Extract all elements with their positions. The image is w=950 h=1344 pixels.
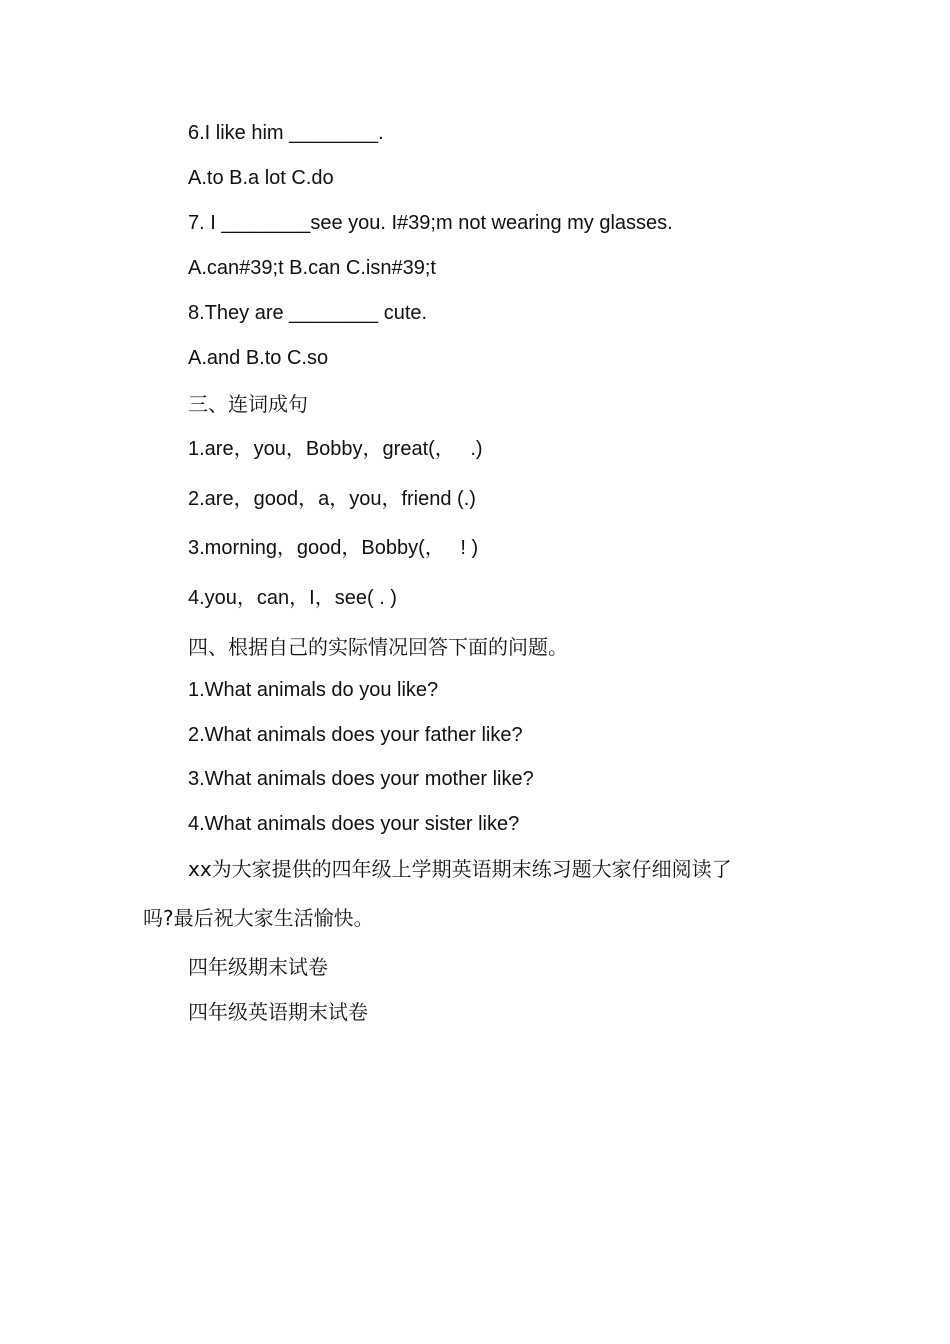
- sentence-item-3: 3.morning，good，Bobby(， ! ): [188, 537, 479, 559]
- question-7: 7. I ________see you. I#39;m not wearing my glasses.: [188, 212, 673, 234]
- question-6: 6.I like him ________.: [188, 122, 384, 144]
- sentence-item-4: 4.you，can，I，see( . ): [188, 587, 397, 609]
- question-8-options: A.and B.to C.so: [188, 347, 329, 369]
- tag-final-exam: 四年级期末试卷: [188, 955, 328, 979]
- sentence-item-2: 2.are，good，a，you，friend (.): [188, 488, 476, 510]
- section-4-heading: 四、根据自己的实际情况回答下面的问题。: [188, 635, 568, 659]
- closing-text-line-1: xx为大家提供的四年级上学期英语期末练习题大家仔细阅读了: [188, 857, 732, 881]
- question-8: 8.They are ________ cute.: [188, 302, 428, 324]
- question-7-options: A.can#39;t B.can C.isn#39;t: [188, 257, 436, 279]
- sentence-item-1: 1.are，you，Bobby，great(， .): [188, 438, 483, 460]
- answer-question-2: 2.What animals does your father like?: [188, 724, 523, 746]
- closing-text-line-2: 吗?最后祝大家生活愉快。: [143, 906, 374, 930]
- answer-question-1: 1.What animals do you like?: [188, 679, 439, 701]
- tag-english-final-exam: 四年级英语期末试卷: [188, 1000, 368, 1024]
- question-6-options: A.to B.a lot C.do: [188, 167, 334, 189]
- answer-question-4: 4.What animals does your sister like?: [188, 813, 520, 835]
- section-3-heading: 三、连词成句: [188, 392, 308, 416]
- answer-question-3: 3.What animals does your mother like?: [188, 768, 534, 790]
